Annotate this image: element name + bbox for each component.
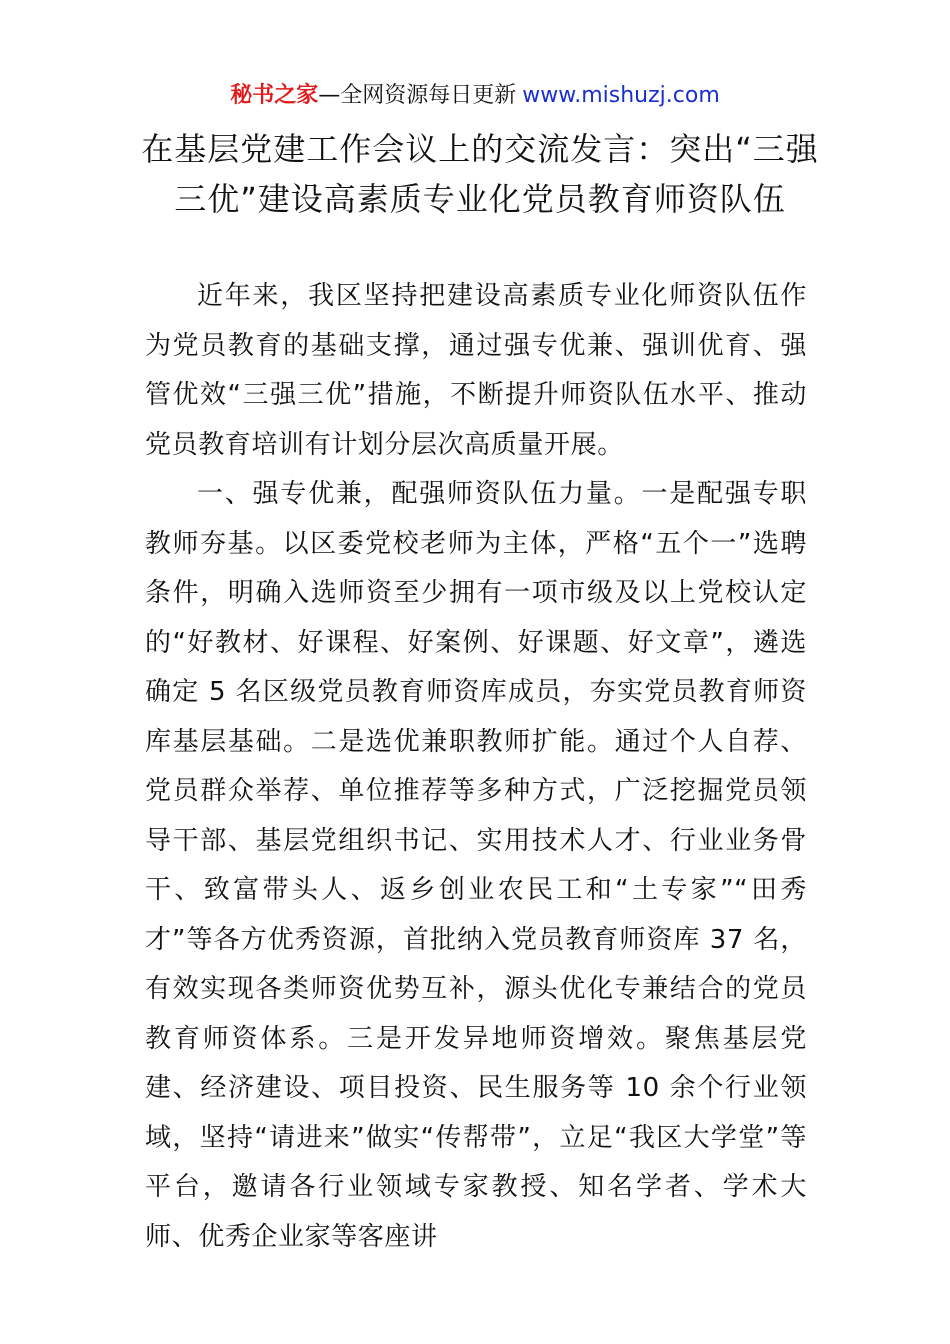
document-body xyxy=(145,272,807,1262)
site-url-link[interactable]: www.mishuzj.com xyxy=(522,83,720,108)
brand-name: 秘书之家 xyxy=(230,83,319,108)
paragraph-intro: 近年来，我区坚持把建设高素质专业化师资队伍作为党员教育的基础支撑，通过强专优兼、强训优育、强管优效“三强三优”措施，不断提升师资队伍水平、推动党员教育培训有计划分层次高质量开展。 xyxy=(145,281,807,460)
paragraph-section-one: 一、强专优兼，配强师资队伍力量。一是配强专职教师夯基。以区委党校老师为主体，严格“五个一”选聘条件，明确入选师资至少拥有一项市级及以上党校认定的“好教材、好课程、好案例、好课题、好文章”，遴选确定 5 名区级党员教育师资库成员，夯实党员教育师资库基层基础。二是选优兼职教师扩能。通过个人自荐、党员群众举荐、单位推荐等多种方式，广泛挖掘党员领导干部、基层党组织书记、实用技术人才、行业业务骨干、致富带头人、返乡创业农民工和“土专家”“田秀才”等各方优秀资源，首批纳入党员教育师资库 37 名，有效实现各类师资优势互补，源头优化专兼结合的党员教育师资体系。三是开发异地师资增效。聚焦基层党建、经济建设、项目投资、民生服务等 10 余个行业领域，坚持“请进来”做实“传帮带”，立足“我区大学堂”等平台，邀请各行业领域专家教授、知名学者、学术大师、优秀企业家等客座讲 xyxy=(145,479,807,1252)
header-tagline: —全网资源每日更新 xyxy=(318,83,517,108)
header-banner xyxy=(0,80,950,112)
document-title: 在基层党建工作会议上的交流发言：突出“三强三优”建设高素质专业化党员教育师资队伍 xyxy=(141,130,819,218)
